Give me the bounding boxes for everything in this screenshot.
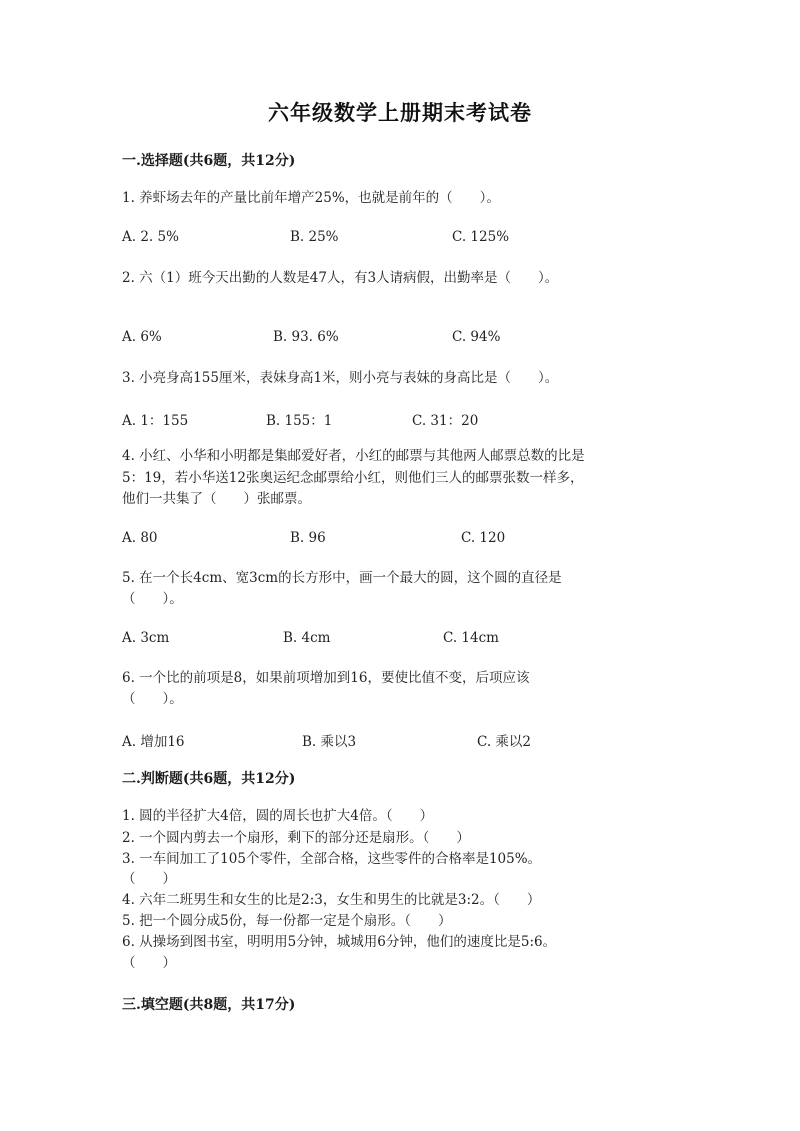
question-2-option-a: A. 6%	[122, 329, 162, 345]
judgement-line-3: 3. 一车间加工了105个零件，全部合格，这些零件的合格率是105%。	[122, 851, 542, 867]
judgement-line-1: 1. 圆的半径扩大4倍，圆的周长也扩大4倍。（ ）	[122, 808, 434, 824]
question-1-option-c: C. 125%	[452, 229, 510, 245]
question-5-text-line-2: （ ）。	[122, 591, 183, 607]
question-1-option-a: A. 2. 5%	[122, 229, 179, 245]
page-title: 六年级数学上册期末考试卷	[268, 100, 532, 125]
question-3-option-a: A. 1：155	[122, 413, 189, 429]
judgement-line-2: 2. 一个圆内剪去一个扇形，剩下的部分还是扇形。（ ）	[122, 830, 470, 846]
question-6-option-a: A. 增加16	[122, 734, 185, 750]
question-4-text-line-1: 4. 小红、小华和小明都是集邮爱好者，小红的邮票与其他两人邮票总数的比是	[122, 448, 585, 464]
question-4-option-c: C. 120	[461, 530, 506, 546]
question-6-text-line-1: 6. 一个比的前项是8，如果前项增加到16，要使比值不变，后项应该	[122, 670, 530, 686]
question-3-option-c: C. 31：20	[412, 413, 479, 429]
question-1-text: 1. 养虾场去年的产量比前年增产25%，也就是前年的（ ）。	[122, 190, 500, 206]
question-4-option-a: A. 80	[122, 530, 158, 546]
question-5-option-a: A. 3cm	[122, 630, 170, 646]
question-6-option-b: B. 乘以3	[302, 734, 357, 750]
question-6-text-line-2: （ ）。	[122, 691, 183, 707]
judgement-line-3-cont: （ ）	[122, 871, 176, 887]
question-4-option-b: B. 96	[290, 530, 326, 546]
question-3-option-b: B. 155：1	[266, 413, 333, 429]
section-heading-fill-blank: 三.填空题(共8题，共17分)	[122, 997, 296, 1013]
section-heading-choice: 一.选择题(共6题，共12分)	[122, 153, 296, 169]
question-4-text-line-3: 他们一共集了（ ）张邮票。	[122, 491, 311, 507]
question-1-option-b: B. 25%	[290, 229, 339, 245]
question-5-option-b: B. 4cm	[283, 630, 331, 646]
judgement-line-5: 5. 把一个圆分成5份，每一份都一定是个扇形。（ ）	[122, 913, 452, 929]
question-4-text-line-2: 5：19，若小华送12张奥运纪念邮票给小红，则他们三人的邮票张数一样多，	[122, 470, 584, 486]
question-5-option-c: C. 14cm	[443, 630, 499, 646]
question-2-option-c: C. 94%	[452, 329, 501, 345]
question-6-option-c: C. 乘以2	[477, 734, 532, 750]
question-5-text-line-1: 5. 在一个长4cm、宽3cm的长方形中，画一个最大的圆，这个圆的直径是	[122, 570, 562, 586]
judgement-line-6: 6. 从操场到图书室，明明用5分钟，城城用6分钟，他们的速度比是5:6。	[122, 934, 557, 950]
judgement-line-4: 4. 六年二班男生和女生的比是2:3，女生和男生的比就是3:2。（ ）	[122, 892, 541, 908]
question-3-text: 3. 小亮身高155厘米，表妹身高1米，则小亮与表妹的身高比是（ ）。	[122, 370, 559, 386]
question-2-option-b: B. 93. 6%	[273, 329, 339, 345]
question-2-text: 2. 六（1）班今天出勤的人数是47人，有3人请病假，出勤率是（ ）。	[122, 270, 559, 286]
judgement-line-6-cont: （ ）	[122, 955, 176, 971]
section-heading-judgement: 二.判断题(共6题，共12分)	[122, 771, 296, 787]
